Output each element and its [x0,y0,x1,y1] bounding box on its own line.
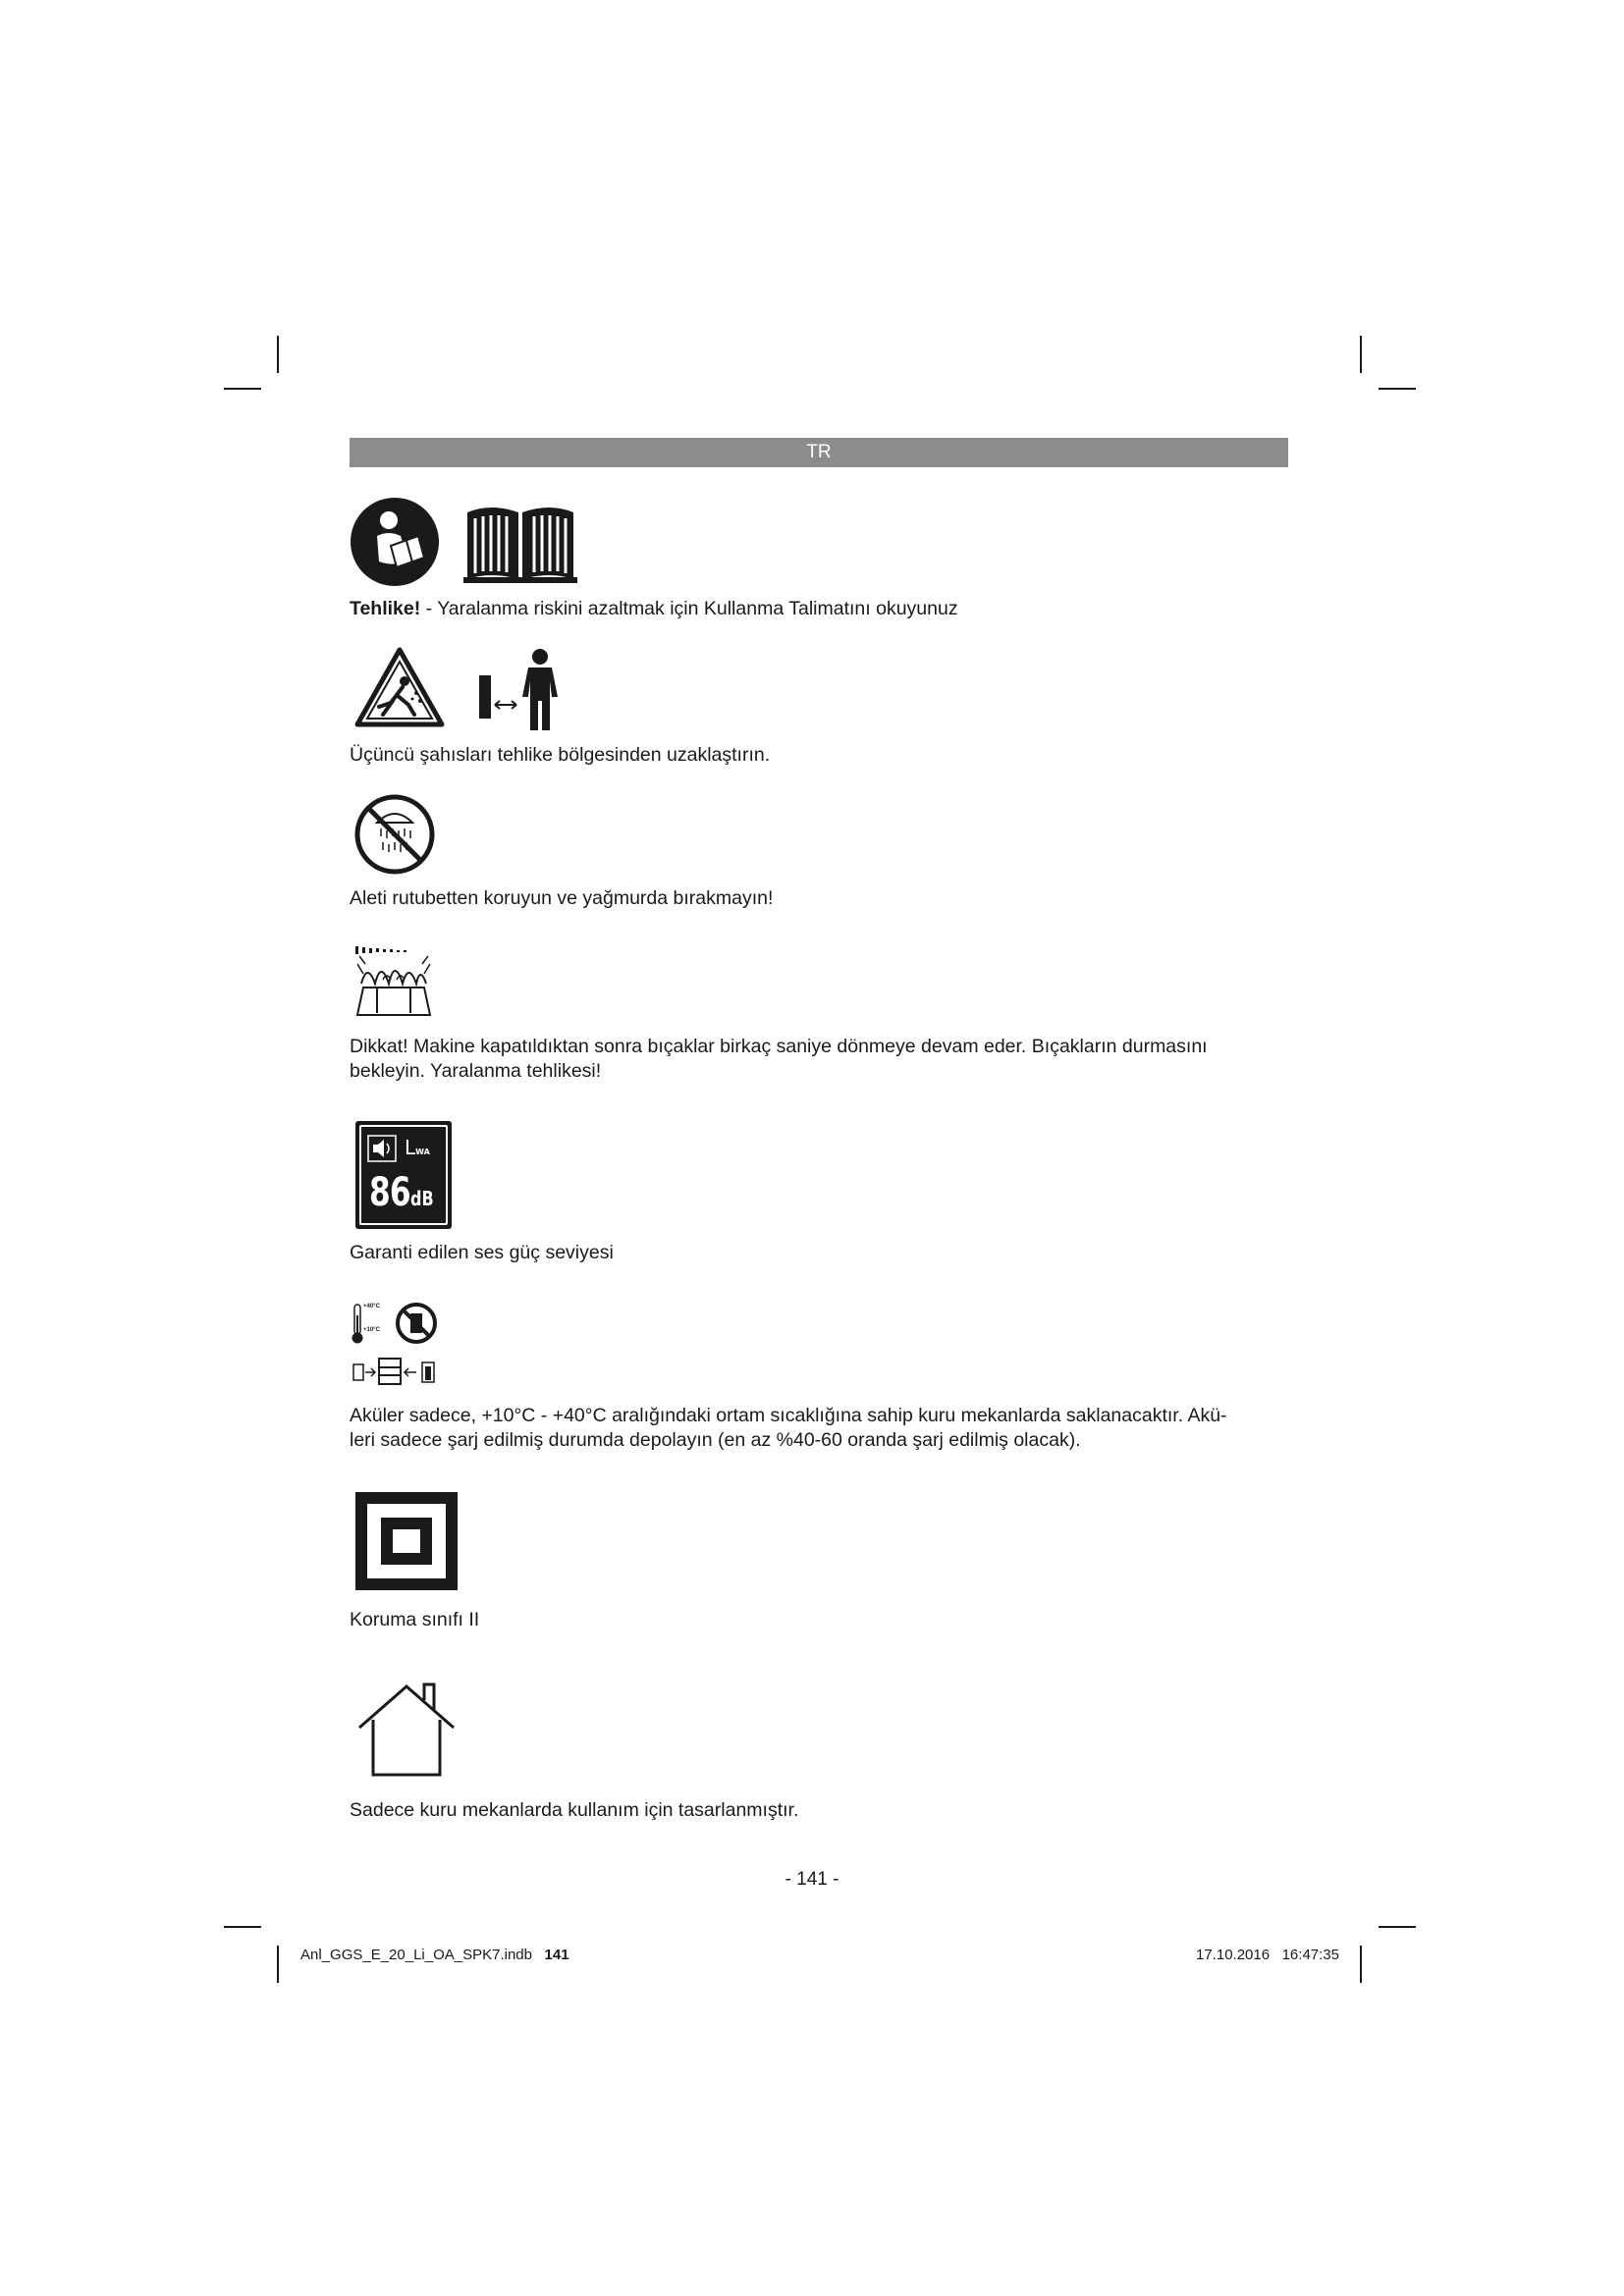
crop-mark [1360,1946,1362,1983]
no-sun-battery-icon [395,1302,438,1345]
danger-label: Tehlike! [350,598,421,619]
battery-storage-icons [352,1302,442,1390]
thermometer-icon [352,1304,363,1345]
blades-text-line2: bekleyin. Yaralanma tehlikesi! [350,1060,602,1082]
print-timestamp [1196,1947,1339,1963]
sound-level-label: L [405,1136,416,1159]
indoor-use-text: Sadece kuru mekanlarda kullanım için tasarlanmıştır. [350,1799,799,1821]
file-page: 141 [544,1947,569,1963]
page-number: - 141 - [785,1869,839,1890]
keep-distance-icon [479,648,568,732]
sound-level-unit: dB [409,1187,434,1210]
sound-level-label-sub: WA [415,1148,430,1156]
crop-mark [277,1946,279,1983]
read-manual-text [350,597,958,621]
print-file-info [300,1947,569,1963]
print-date: 17.10.2016 [1196,1947,1271,1963]
print-time: 16:47:35 [1281,1947,1339,1963]
battery-text-line1: Aküler sadece, +10°C - +40°C aralığındaki ortam sıcaklığına sahip kuru mekanlarda saklanacaktır. Akü- [350,1405,1227,1426]
speaker-icon [367,1135,397,1162]
language-header [350,438,1288,467]
language-code: TR [806,442,832,462]
indoor-use-house-icon [355,1681,458,1779]
protection-class-ii-icon [355,1492,458,1590]
temp-low-label: +10°C [363,1327,380,1333]
crop-mark [1379,388,1416,390]
file-name: Anl_GGS_E_20_Li_OA_SPK7.indb [300,1947,532,1963]
read-manual-person-icon [350,497,440,587]
open-book-icon [461,503,579,585]
temp-high-label: +40°C [363,1304,380,1309]
crop-mark [1379,1926,1416,1928]
no-rain-icon [353,793,436,876]
battery-charging-icon [352,1357,442,1386]
flying-debris-warning-icon [353,646,446,728]
battery-text-line2: leri sadece şarj edilmiş durumda depolayın (en az %40-60 oranda şarj edilmiş olacak). [350,1429,1081,1451]
moisture-text: Aleti rutubetten koruyun ve yağmurda bırakmayın! [350,887,774,909]
crop-mark [1360,336,1362,373]
sound-level-value: 86 [369,1170,410,1215]
sound-level-text: Garanti edilen ses güç seviyesi [350,1242,614,1263]
crop-mark [277,336,279,373]
protection-class-text: Koruma sınıfı II [350,1609,480,1630]
crop-mark [224,388,261,390]
crop-mark [224,1926,261,1928]
read-manual-description: - Yaralanma riskini azaltmak için Kullanma Talimatını okuyunuz [420,598,958,619]
third-parties-text: Üçüncü şahısları tehlike bölgesinden uzaklaştırın. [350,744,771,766]
rotating-blades-icon [353,944,434,1019]
sound-power-level-badge [355,1121,452,1229]
blades-text-line1: Dikkat! Makine kapatıldıktan sonra bıçaklar birkaç saniye dönmeye devam eder. Bıçakların durmasını [350,1036,1208,1057]
